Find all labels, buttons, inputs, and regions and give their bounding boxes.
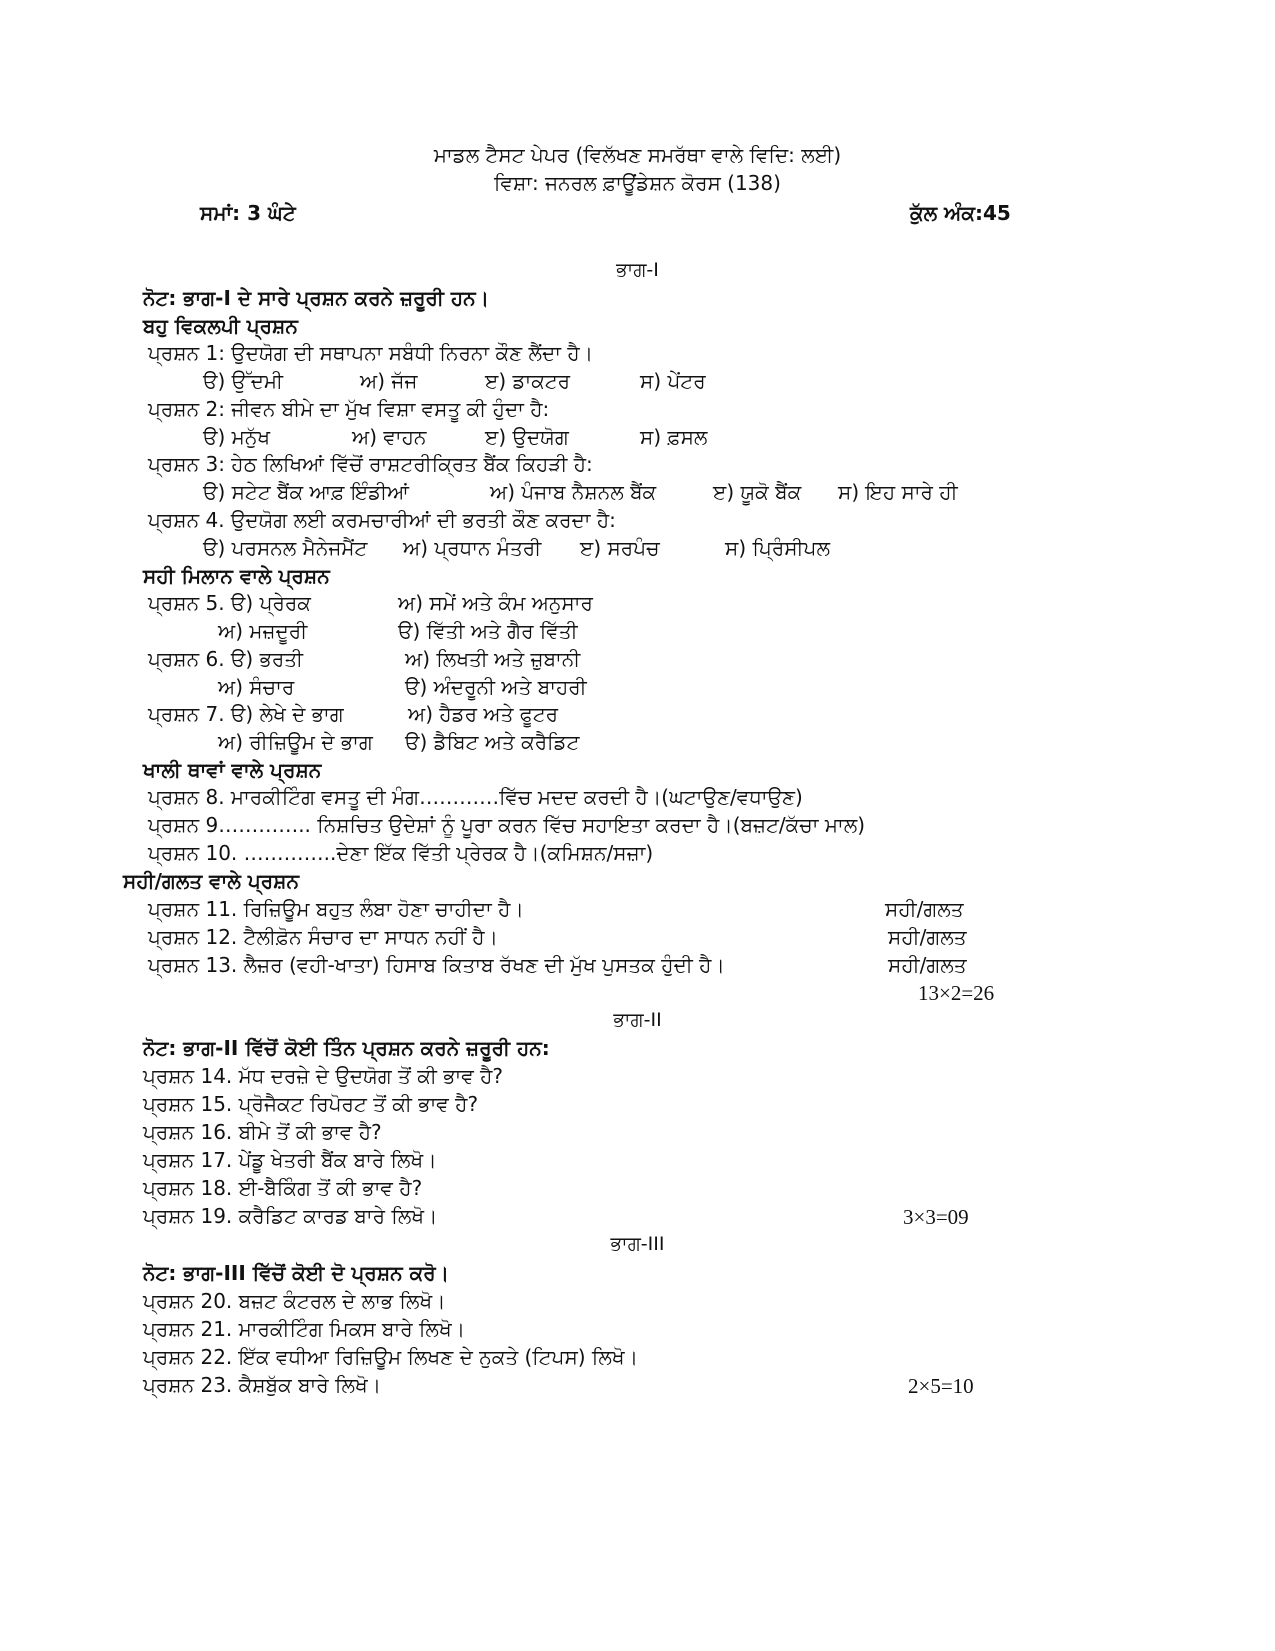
blank-question: ਪ੍ਰਸ਼ਨ 9………….. ਨਿਸ਼ਚਿਤ ਉਦੇਸ਼ਾਂ ਨੂੰ ਪੂਰਾ ਕਰਨ ਵਿੱਚ ਸਹਾਇਤਾ ਕਰਦਾ ਹੈ।(ਬਜ਼ਟ/ਕੱਚਾ ਮਾਲ) bbox=[148, 813, 866, 837]
mcq-option: ਸ) ਇਹ ਸਾਰੇ ਹੀ bbox=[838, 480, 958, 504]
part3-marks: 2×5=10 bbox=[908, 1374, 974, 1398]
tf-heading: ਸਹੀ/ਗਲਤ ਵਾਲੇ ਪ੍ਰਸ਼ਨ bbox=[123, 869, 299, 893]
paper-subject: ਵਿਸ਼ਾ: ਜਨਰਲ ਫ਼ਾਊਂਡੇਸ਼ਨ ਕੋਰਸ (138) bbox=[494, 171, 781, 195]
match-right: ਅ) ਸਮੇਂ ਅਤੇ ਕੰਮ ਅਨੁਸਾਰ bbox=[398, 591, 593, 615]
tf-question: ਪ੍ਰਸ਼ਨ 12. ਟੈਲੀਫ਼ੋਨ ਸੰਚਾਰ ਦਾ ਸਾਧਨ ਨਹੀਂ ਹੈ। bbox=[148, 925, 498, 949]
part3-question: ਪ੍ਰਸ਼ਨ 23. ਕੈਸ਼ਬੁੱਕ ਬਾਰੇ ਲਿਖੋ। bbox=[143, 1373, 382, 1397]
part3-question: ਪ੍ਰਸ਼ਨ 20. ਬਜ਼ਟ ਕੰਟਰਲ ਦੇ ਲਾਭ ਲਿਖੋ। bbox=[143, 1289, 446, 1313]
part3-note: ਨੋਟ: ਭਾਗ-III ਵਿੱਚੋਂ ਕੋਈ ਦੋ ਪ੍ਰਸ਼ਨ ਕਰੋ। bbox=[143, 1261, 450, 1285]
part3-heading: ਭਾਗ-III bbox=[610, 1233, 665, 1255]
part1-marks: 13×2=26 bbox=[918, 981, 995, 1005]
part1-heading: ਭਾਗ-I bbox=[616, 259, 659, 281]
match-left: ਪ੍ਰਸ਼ਨ 6. ੳ) ਭਰਤੀ bbox=[148, 647, 304, 671]
tf-question: ਪ੍ਰਸ਼ਨ 11. ਰਿਜ਼ਿਊਮ ਬਹੁਤ ਲੰਬਾ ਹੋਣਾ ਚਾਹੀਦਾ ਹੈ। bbox=[148, 897, 524, 921]
match-right: ੳ) ਡੈਬਿਟ ਅਤੇ ਕਰੈਡਿਟ bbox=[405, 730, 580, 754]
tf-answer: ਸਹੀ/ਗਲਤ bbox=[885, 897, 964, 921]
match-heading: ਸਹੀ ਮਿਲਾਨ ਵਾਲੇ ਪ੍ਰਸ਼ਨ bbox=[143, 564, 330, 588]
match-left: ਅ) ਰੀਜ਼ਿਊਮ ਦੇ ਭਾਗ bbox=[218, 730, 373, 754]
mcq-option: ੲ) ਉਦਯੋਗ bbox=[485, 425, 569, 449]
part2-heading: ਭਾਗ-II bbox=[613, 1009, 662, 1031]
mcq-option: ਸ) ਪ੍ਰਿੰਸੀਪਲ bbox=[725, 536, 830, 560]
match-left: ਅ) ਮਜ਼ਦੂਰੀ bbox=[218, 619, 308, 643]
match-right: ੳ) ਵਿੱਤੀ ਅਤੇ ਗੈਰ ਵਿੱਤੀ bbox=[398, 619, 578, 643]
mcq-question-4: ਪ੍ਰਸ਼ਨ 4. ਉਦਯੋਗ ਲਈ ਕਰਮਚਾਰੀਆਂ ਦੀ ਭਰਤੀ ਕੌਣ ਕਰਦਾ ਹੈ: bbox=[148, 508, 616, 532]
tf-answer: ਸਹੀ/ਗਲਤ bbox=[888, 925, 967, 949]
mcq-heading: ਬਹੁ ਵਿਕਲਪੀ ਪ੍ਰਸ਼ਨ bbox=[143, 314, 298, 338]
match-right: ਅ) ਲਿਖਤੀ ਅਤੇ ਜ਼ੁਬਾਨੀ bbox=[405, 647, 581, 671]
mcq-option: ਅ) ਜੱਜ bbox=[360, 369, 418, 393]
mcq-question-1: ਪ੍ਰਸ਼ਨ 1: ਉਦਯੋਗ ਦੀ ਸਥਾਪਨਾ ਸਬੰਧੀ ਨਿਰਨਾ ਕੌਣ ਲੈਂਦਾ ਹੈ। bbox=[148, 341, 594, 365]
mcq-option: ਅ) ਪੰਜਾਬ ਨੈਸ਼ਨਲ ਬੈਂਕ bbox=[490, 480, 657, 504]
mcq-option: ੳ) ਮਨੁੱਖ bbox=[203, 425, 271, 449]
paper-title: ਮਾਡਲ ਟੈਸਟ ਪੇਪਰ (ਵਿਲੱਖਣ ਸਮਰੱਥਾ ਵਾਲੇ ਵਿਦਿ: ਲਈ) bbox=[433, 143, 842, 167]
mcq-option: ੲ) ਡਾਕਟਰ bbox=[485, 369, 571, 393]
tf-question: ਪ੍ਰਸ਼ਨ 13. ਲੈਜ਼ਰ (ਵਹੀ-ਖਾਤਾ) ਹਿਸਾਬ ਕਿਤਾਬ ਰੱਖਣ ਦੀ ਮੁੱਖ ਪੁਸਤਕ ਹੁੰਦੀ ਹੈ। bbox=[148, 953, 725, 977]
match-right: ੳ) ਅੰਦਰੂਨੀ ਅਤੇ ਬਾਹਰੀ bbox=[405, 675, 587, 699]
part2-question: ਪ੍ਰਸ਼ਨ 14. ਮੱਧ ਦਰਜ਼ੇ ਦੇ ਉਦਯੋਗ ਤੋਂ ਕੀ ਭਾਵ ਹੈ? bbox=[143, 1064, 503, 1088]
blank-question: ਪ੍ਰਸ਼ਨ 10. …………..ਦੇਣਾ ਇੱਕ ਵਿੱਤੀ ਪ੍ਰੇਰਕ ਹੈ।(ਕਮਿਸ਼ਨ/ਸਜ਼ਾ) bbox=[148, 841, 654, 865]
match-left: ਪ੍ਰਸ਼ਨ 5. ੳ) ਪ੍ਰੇਰਕ bbox=[148, 591, 311, 615]
exam-time: ਸਮਾਂ: 3 ਘੰਟੇ bbox=[200, 201, 296, 225]
total-marks: ਕੁੱਲ ਅੰਕ:45 bbox=[910, 201, 1011, 225]
mcq-option: ਸ) ਪੇਂਟਰ bbox=[640, 369, 706, 393]
blank-heading: ਖਾਲੀ ਥਾਵਾਂ ਵਾਲੇ ਪ੍ਰਸ਼ਨ bbox=[143, 758, 322, 782]
match-left: ਪ੍ਰਸ਼ਨ 7. ੳ) ਲੇਖੇ ਦੇ ਭਾਗ bbox=[148, 702, 344, 726]
part3-question: ਪ੍ਰਸ਼ਨ 22. ਇੱਕ ਵਧੀਆ ਰਿਜ਼ਿਊਮ ਲਿਖਣ ਦੇ ਨੁਕਤੇ (ਟਿਪਸ) ਲਿਖੋ। bbox=[143, 1345, 639, 1369]
part2-question: ਪ੍ਰਸ਼ਨ 17. ਪੇਂਡੂ ਖੇਤਰੀ ਬੈਂਕ ਬਾਰੇ ਲਿਖੋ। bbox=[143, 1148, 437, 1172]
mcq-question-2: ਪ੍ਰਸ਼ਨ 2: ਜੀਵਨ ਬੀਮੇ ਦਾ ਮੁੱਖ ਵਿਸ਼ਾ ਵਸਤੂ ਕੀ ਹੁੰਦਾ ਹੈ: bbox=[148, 397, 550, 421]
mcq-option: ਅ) ਪ੍ਰਧਾਨ ਮੰਤਰੀ bbox=[403, 536, 542, 560]
part2-question: ਪ੍ਰਸ਼ਨ 18. ਈ-ਬੈਕਿੰਗ ਤੋਂ ਕੀ ਭਾਵ ਹੈ? bbox=[143, 1176, 423, 1200]
match-left: ਅ) ਸੰਚਾਰ bbox=[218, 675, 295, 699]
mcq-option: ਅ) ਵਾਹਨ bbox=[352, 425, 427, 449]
mcq-option: ੳ) ਸਟੇਟ ਬੈਂਕ ਆਫ਼ ਇੰਡੀਆਂ bbox=[203, 480, 409, 504]
mcq-option: ਸ) ਫ਼ਸਲ bbox=[640, 425, 708, 449]
part2-question: ਪ੍ਰਸ਼ਨ 19. ਕਰੈਡਿਟ ਕਾਰਡ ਬਾਰੇ ਲਿਖੋ। bbox=[143, 1204, 438, 1228]
part3-question: ਪ੍ਰਸ਼ਨ 21. ਮਾਰਕੀਟਿੰਗ ਮਿਕਸ ਬਾਰੇ ਲਿਖੋ। bbox=[143, 1317, 466, 1341]
mcq-option: ੳ) ਉੱਦਮੀ bbox=[203, 369, 284, 393]
mcq-question-3: ਪ੍ਰਸ਼ਨ 3: ਹੇਠ ਲਿਖਿਆਂ ਵਿੱਚੋਂ ਰਾਸ਼ਟਰੀਕ੍ਰਿਤ ਬੈਂਕ ਕਿਹੜੀ ਹੈ: bbox=[148, 452, 593, 476]
part2-question: ਪ੍ਰਸ਼ਨ 15. ਪ੍ਰੋਜੈਕਟ ਰਿਪੋਰਟ ਤੋਂ ਕੀ ਭਾਵ ਹੈ? bbox=[143, 1092, 479, 1116]
mcq-option: ੲ) ਸਰਪੰਚ bbox=[580, 536, 660, 560]
mcq-option: ੳ) ਪਰਸਨਲ ਮੈਨੇਜਮੈਂਟ bbox=[203, 536, 368, 560]
part2-marks: 3×3=09 bbox=[903, 1205, 969, 1229]
blank-question: ਪ੍ਰਸ਼ਨ 8. ਮਾਰਕੀਟਿੰਗ ਵਸਤੂ ਦੀ ਮੰਗ…………ਵਿੱਚ ਮਦਦ ਕਰਦੀ ਹੈ।(ਘਟਾਉਣ/ਵਧਾਉਣ) bbox=[148, 785, 803, 809]
tf-answer: ਸਹੀ/ਗਲਤ bbox=[888, 953, 967, 977]
part2-question: ਪ੍ਰਸ਼ਨ 16. ਬੀਮੇ ਤੋਂ ਕੀ ਭਾਵ ਹੈ? bbox=[143, 1120, 382, 1144]
part2-note: ਨੋਟ: ਭਾਗ-II ਵਿੱਚੋਂ ਕੋਈ ਤਿੰਨ ਪ੍ਰਸ਼ਨ ਕਰਨੇ ਜ਼ਰੂਰੀ ਹਨ: bbox=[143, 1036, 550, 1060]
part1-note: ਨੋਟ: ਭਾਗ-I ਦੇ ਸਾਰੇ ਪ੍ਰਸ਼ਨ ਕਰਨੇ ਜ਼ਰੂਰੀ ਹਨ। bbox=[143, 286, 490, 310]
mcq-option: ੲ) ਯੂਕੋ ਬੈਂਕ bbox=[713, 480, 802, 504]
match-right: ਅ) ਹੈਡਰ ਅਤੇ ਫੂਟਰ bbox=[408, 702, 559, 726]
